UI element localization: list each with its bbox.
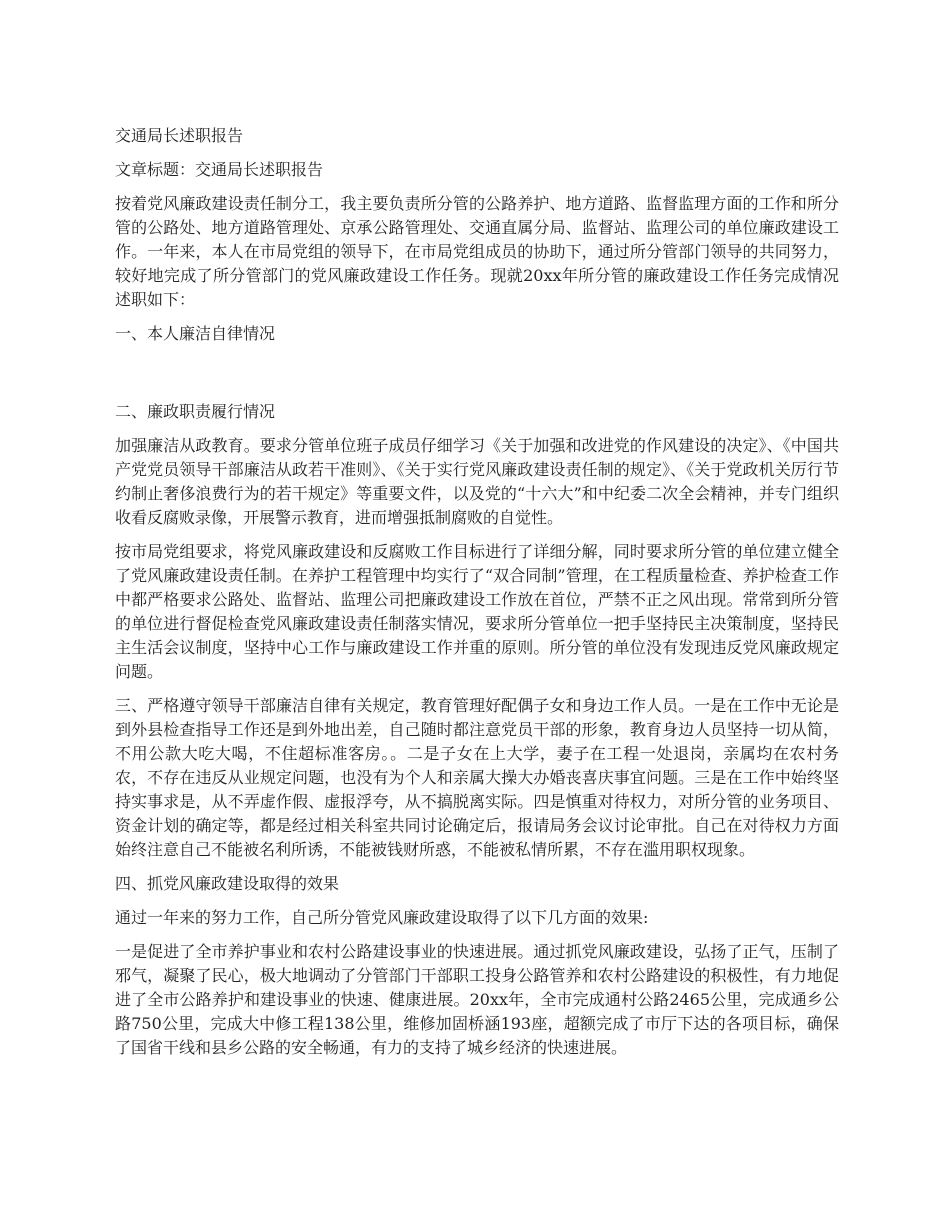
effect-one-paragraph: 一是促进了全市养护事业和农村公路建设事业的快速进展。通过抓党风廉政建设，弘扬了正气，压制了邪气，凝聚了民心，极大地调动了分管部门干部职工投身公路管养和农村公路建设的积极性，有力地促进了全市公路养护和建设事业的快速、健康进展。20xx年，全市完成通村公路2465公里，完成通乡公路750公里，完成大中修工程138公里，维修加固桥涵193座，超额完成了市厅下达的各项目标，确保了国省干线和县乡公路的安全畅通，有力的支持了城乡经济的快速进展。	[115, 942, 839, 1057]
intro-paragraph: 按着党风廉政建设责任制分工，我主要负责所分管的公路养护、地方道路、监督监理方面的工作和所分管的公路处、地方道路管理处、京承公路管理处、交通直属分局、监督站、监理公司的单位廉政建设工作。一年来，本人在市局党组的领导下，在市局党组成员的协助下，通过所分管部门领导的共同努力，较好地完成了所分管部门的党风廉政建设工作任务。现就20xx年所分管的廉政建设工作任务完成情况述职如下：	[115, 194, 839, 309]
blank-space	[115, 356, 839, 400]
effects-intro-paragraph: 通过一年来的努力工作，自己所分管党风廉政建设取得了以下几方面的效果:	[115, 908, 649, 927]
education-paragraph: 加强廉洁从政教育。要求分管单位班子成员仔细学习《关于加强和改进党的作风建设的决定》、《中国共产党党员领导干部廉洁从政若干准则》、《关于实行党风廉政建设责任制的规定》、《关于党政机关厉行节约制止奢侈浪费行为的若干规定》等重要文件，以及党的“十六大”和中纪委二次全会精神，并专门组织收看反腐败录像，开展警示教育，进而增强抵制腐败的自觉性。	[115, 436, 839, 527]
section-heading-1: 一、本人廉洁自律情况	[115, 324, 276, 343]
section-heading-4: 四、抓党风廉政建设取得的效果	[115, 874, 340, 893]
section-heading-2: 二、廉政职责履行情况	[115, 402, 276, 421]
self-discipline-paragraph: 三、严格遵守领导干部廉洁自律有关规定，教育管理好配偶子女和身边工作人员。一是在工作中无论是到外县检查指导工作还是到外地出差，自己随时都注意党员干部的形象，教育身边人员坚持一切从简，不用公款大吃大喝，不住超标准客房。。二是子女在上大学，妻子在工程一处退岗，亲属均在农村务农，不存在违反从业规定问题，也没有为个人和亲属大操大办婚丧喜庆事宜问题。三是在工作中始终坚持实事求是，从不弄虚作假、虚报浮夸，从不搞脱离实际。四是慎重对待权力，对所分管的业务项目、资金计划的确定等，都是经过相关科室共同讨论确定后，报请局务会议讨论审批。自己在对待权力方面始终注意自己不能被名利所诱，不能被钱财所惑，不能被私情所累，不存在滥用职权现象。	[115, 696, 839, 859]
article-title: 文章标题：交通局长述职报告	[115, 160, 324, 179]
document-body	[115, 124, 839, 1070]
document-title: 交通局长述职报告	[115, 126, 244, 145]
responsibility-paragraph: 按市局党组要求，将党风廉政建设和反腐败工作目标进行了详细分解，同时要求所分管的单位建立健全了党风廉政建设责任制。在养护工程管理中均实行了“双合同制”管理，在工程质量检查、养护检查工作中都严格要求公路处、监督站、监理公司把廉政建设工作放在首位，严禁不正之风出现。常常到所分管的单位进行督促检查党风廉政建设责任制落实情况，要求所分管单位一把手坚持民主决策制度，坚持民主生活会议制度，坚持中心工作与廉政建设工作并重的原则。所分管的单位没有发现违反党风廉政规定问题。	[115, 542, 839, 681]
